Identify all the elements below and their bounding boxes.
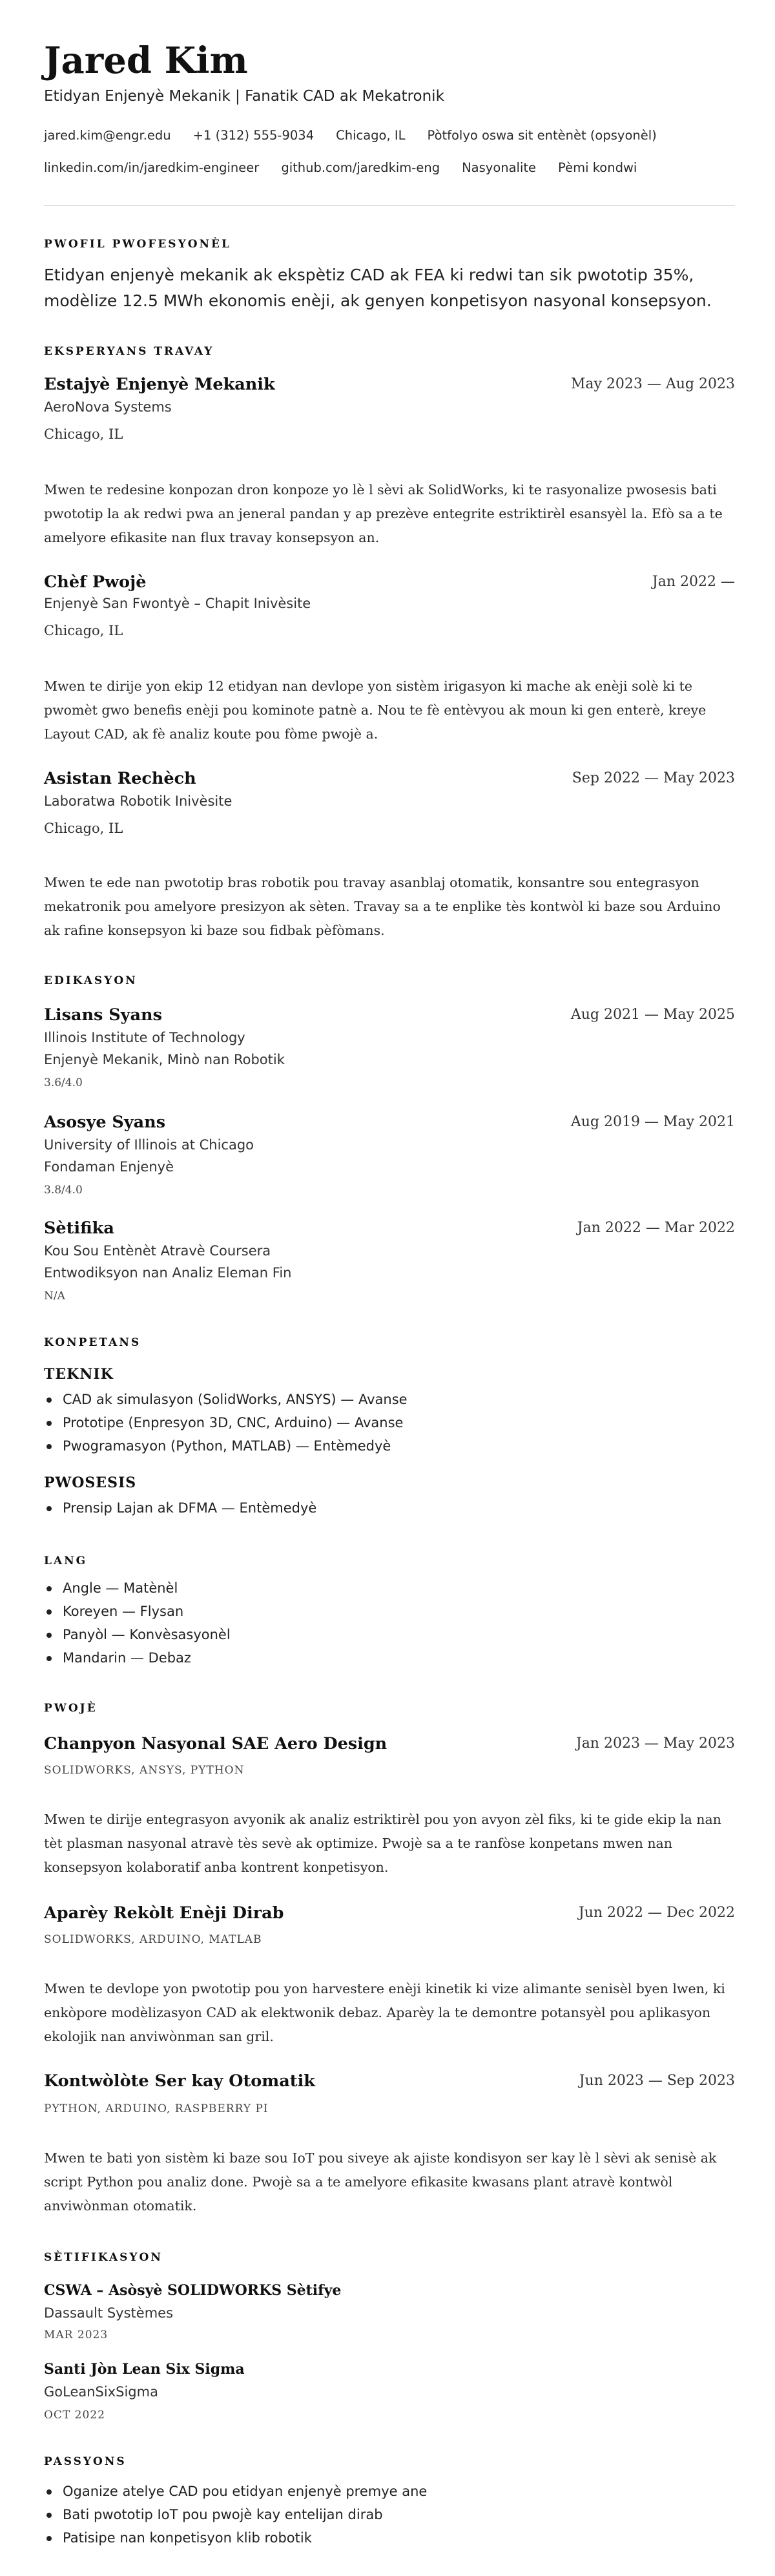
summary-heading: PWOFIL PWOFESYONÈL [44, 238, 231, 251]
experience-date: May 2023 — Aug 2023 [570, 376, 735, 392]
experience-description: Mwen te redesine konpozan dron konpoze yo lè l sèvi ak SolidWorks, ki te rasyonalize pwosesis bati pwototip la ak redwi pwa an jeneral pandan y ap prezève entegrite estriktirèl esansyèl la. Efò sa a te amelyore efikasite nan flux travay konsepsyon an. [44, 482, 723, 545]
header-divider [44, 205, 735, 206]
candidate-tagline: Etidyan Enjenyè Mekanik | Fanatik CAD ak Mekatronik [44, 88, 444, 105]
experience-title: Asistan Rechèch [44, 769, 196, 788]
languages-heading: LANG [44, 1555, 88, 1567]
experience-title: Estajyè Enjenyè Mekanik [44, 375, 275, 394]
certification-title: CSWA – Asòsyè SOLIDWORKS Sètifye [44, 2282, 342, 2299]
list-item: Prototipe (Enpresyon 3D, CNC, Arduino) — Avanse [44, 1411, 408, 1434]
skills-technical-list [44, 1388, 408, 1458]
experience-org: Laboratwa Robotik Inivèsite [44, 793, 232, 809]
experience-org: AeroNova Systems [44, 399, 172, 415]
skills-technical-heading: TEKNIK [44, 1366, 114, 1383]
experience-description: Mwen te dirije yon ekip 12 etidyan nan devlope yon sistèm irigasyon ki mache ak enèji solè ki te pwomèt gwo benefis enèji pou kominote patnè a. Nou te fè entèvyou ak moun ki gen enterè, kreye Layout CAD, ak fè analiz koute pou fòme pwojè a. [44, 678, 707, 742]
certification-issuer: GoLeanSixSigma [44, 2384, 158, 2400]
passions-list [44, 2480, 427, 2550]
project-description: Mwen te dirije entegrasyon avyonik ak analiz estriktirèl pou yon avyon zèl fiks, ki te gide ekip la nan tèt plasman nasyonal atravè tès sevè ak optimize. Pwojè sa a te ranfòse konpetans mwen nan konsepsyon kolaboratif anba kontrent konpetisyon. [44, 1812, 721, 1875]
education-school: Kou Sou Entènèt Atravè Coursera [44, 1243, 271, 1259]
project-tech: PYTHON, ARDUINO, RASPBERRY PI [44, 2102, 269, 2115]
project-date: Jun 2022 — Dec 2022 [578, 1905, 735, 1921]
contact-nationality: Nasyonalite [462, 160, 537, 175]
candidate-name: Jared Kim [44, 39, 248, 82]
certification-title: Santi Jòn Lean Six Sigma [44, 2361, 245, 2378]
project-tech: SOLIDWORKS, ANSYS, PYTHON [44, 1764, 245, 1777]
contact-github[interactable]: github.com/jaredkim-eng [281, 160, 440, 175]
list-item: Patisipe nan konpetisyon klib robotik [44, 2526, 427, 2550]
certifications-heading: SÈTIFIKASYON [44, 2251, 163, 2264]
education-school: University of Illinois at Chicago [44, 1137, 254, 1153]
contact-location: Chicago, IL [336, 128, 406, 143]
passions-heading: PASSYONS [44, 2455, 127, 2468]
contact-line-2 [44, 160, 659, 175]
contact-portfolio[interactable]: Pòtfolyo oswa sit entènèt (opsyonèl) [427, 128, 657, 143]
summary-text: Etidyan enjenyè mekanik ak ekspètiz CAD ak FEA ki redwi tan sik pwototip 35%, modèlize 12.5 MWh ekonomis enèji, ak genyen konpetisyon nasyonal konsepsyon. [44, 266, 712, 310]
skills-process-list [44, 1496, 316, 1520]
list-item: CAD ak simulasyon (SolidWorks, ANSYS) — Avanse [44, 1388, 408, 1411]
project-title: Aparèy Rekòlt Enèji Dirab [44, 1903, 284, 1923]
list-item: Bati pwototip IoT pou pwojè kay entelijan dirab [44, 2503, 427, 2526]
list-item: Pwogramasyon (Python, MATLAB) — Entèmedyè [44, 1434, 408, 1458]
experience-heading: EKSPERYANS TRAVAY [44, 345, 214, 358]
contact-email[interactable]: jared.kim@engr.edu [44, 128, 171, 143]
experience-location: Chicago, IL [44, 821, 123, 836]
languages-list [44, 1576, 231, 1670]
experience-title: Chèf Pwojè [44, 572, 147, 592]
skills-process-heading: PWOSESIS [44, 1474, 137, 1491]
list-item: Oganize atelye CAD pou etidyan enjenyè premye ane [44, 2480, 427, 2503]
experience-location: Chicago, IL [44, 623, 123, 638]
list-item: Koreyen — Flysan [44, 1600, 231, 1623]
certification-date: MAR 2023 [44, 2329, 108, 2341]
education-field: Entwodiksyon nan Analiz Eleman Fin [44, 1265, 292, 1281]
education-grade: N/A [44, 1290, 65, 1303]
contact-phone[interactable]: +1 (312) 555-9034 [192, 128, 315, 143]
education-heading: EDIKASYON [44, 974, 138, 987]
project-title: Chanpyon Nasyonal SAE Aero Design [44, 1734, 388, 1754]
education-grade: 3.8/4.0 [44, 1184, 83, 1197]
project-description: Mwen te devlope yon pwototip pou yon harvestere enèji kinetik ki vize alimante senisèl byen lwen, ki enkòpore modèlizasyon CAD ak elektwonik debaz. Aparèy la te demontre potansyèl pou aplikasyon ekolojik nan anviwònman san gril. [44, 1981, 725, 2044]
project-title: Kontwòlòte Ser kay Otomatik [44, 2071, 315, 2091]
experience-org: Enjenyè San Fwontyè – Chapit Inivèsite [44, 596, 311, 611]
education-date: Aug 2019 — May 2021 [570, 1114, 735, 1130]
experience-location: Chicago, IL [44, 426, 123, 442]
list-item: Angle — Matènèl [44, 1576, 231, 1600]
education-field: Fondaman Enjenyè [44, 1159, 174, 1175]
list-item: Panyòl — Konvèsasyonèl [44, 1623, 231, 1646]
education-grade: 3.6/4.0 [44, 1076, 83, 1089]
contact-line-1 [44, 128, 679, 143]
project-tech: SOLIDWORKS, ARDUINO, MATLAB [44, 1933, 262, 1946]
project-description: Mwen te bati yon sistèm ki baze sou IoT pou siveye ak ajiste kondisyon ser kay lè l sèvi ak senisè ak script Python pou analiz done. Pwojè sa a te amelyore efikasite kwasans plant atravè kontwòl anviwònman otomatik. [44, 2150, 717, 2214]
certification-issuer: Dassault Systèmes [44, 2305, 174, 2321]
skills-heading: KONPETANS [44, 1336, 141, 1349]
experience-date: Sep 2022 — May 2023 [572, 770, 735, 786]
education-field: Enjenyè Mekanik, Minò nan Robotik [44, 1052, 285, 1067]
contact-license: Pèmi kondwi [558, 160, 637, 175]
contact-linkedin[interactable]: linkedin.com/in/jaredkim-engineer [44, 160, 260, 175]
education-title: Lisans Syans [44, 1005, 162, 1025]
experience-description: Mwen te ede nan pwototip bras robotik pou travay asanblaj otomatik, konsantre sou entegrasyon mekatronik pou amelyore presizyon ak sèten. Travay sa a te enplike tès kontwòl ki baze sou Arduino ak rafine konsepsyon ki baze sou fidbak pèfòmans. [44, 875, 721, 938]
list-item: Prensip Lajan ak DFMA — Entèmedyè [44, 1496, 316, 1520]
list-item: Mandarin — Debaz [44, 1646, 231, 1670]
education-title: Asosye Syans [44, 1113, 166, 1132]
education-title: Sètifika [44, 1219, 114, 1238]
experience-date: Jan 2022 — [652, 574, 735, 590]
project-date: Jun 2023 — Sep 2023 [579, 2073, 735, 2089]
project-date: Jan 2023 — May 2023 [575, 1735, 735, 1752]
projects-heading: PWOJÈ [44, 1702, 98, 1715]
certification-date: OCT 2022 [44, 2409, 105, 2422]
education-date: Jan 2022 — Mar 2022 [577, 1220, 735, 1236]
education-school: Illinois Institute of Technology [44, 1030, 245, 1045]
education-date: Aug 2021 — May 2025 [570, 1007, 735, 1023]
